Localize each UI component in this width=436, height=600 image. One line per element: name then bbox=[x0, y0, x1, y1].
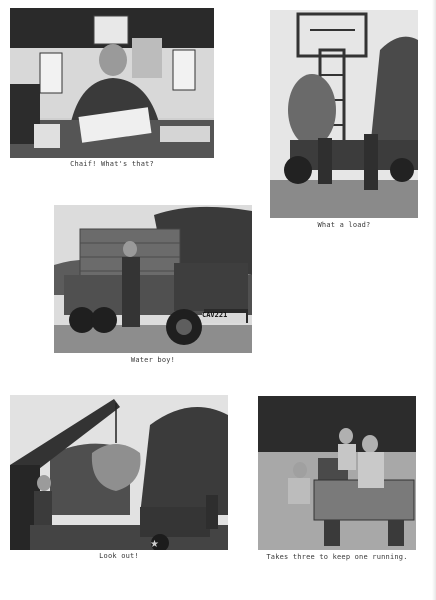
photo-officer-at-desk bbox=[10, 8, 214, 158]
truck-plate: CAV221 bbox=[202, 311, 228, 319]
crane-lift-image bbox=[10, 395, 228, 550]
caption-officer-at-desk: Chaif! What's that? bbox=[70, 160, 154, 168]
water-truck-image bbox=[54, 205, 252, 353]
page-edge-shadow bbox=[432, 0, 436, 600]
photo-crane-lift bbox=[10, 395, 228, 550]
officer-at-desk-image bbox=[10, 8, 214, 158]
caption-engine-repair: Takes three to keep one running. bbox=[266, 553, 408, 561]
caption-truck-load: What a load? bbox=[317, 221, 371, 229]
engine-repair-image bbox=[258, 396, 416, 550]
truck-load-image bbox=[270, 10, 418, 218]
photo-engine-repair bbox=[258, 396, 416, 550]
photo-water-truck bbox=[54, 205, 252, 353]
photo-truck-load bbox=[270, 10, 418, 218]
star-emblem-icon: ★ bbox=[150, 539, 159, 550]
caption-water-truck: Water boy! bbox=[130, 356, 176, 364]
caption-crane-lift: Look out! bbox=[99, 552, 139, 560]
